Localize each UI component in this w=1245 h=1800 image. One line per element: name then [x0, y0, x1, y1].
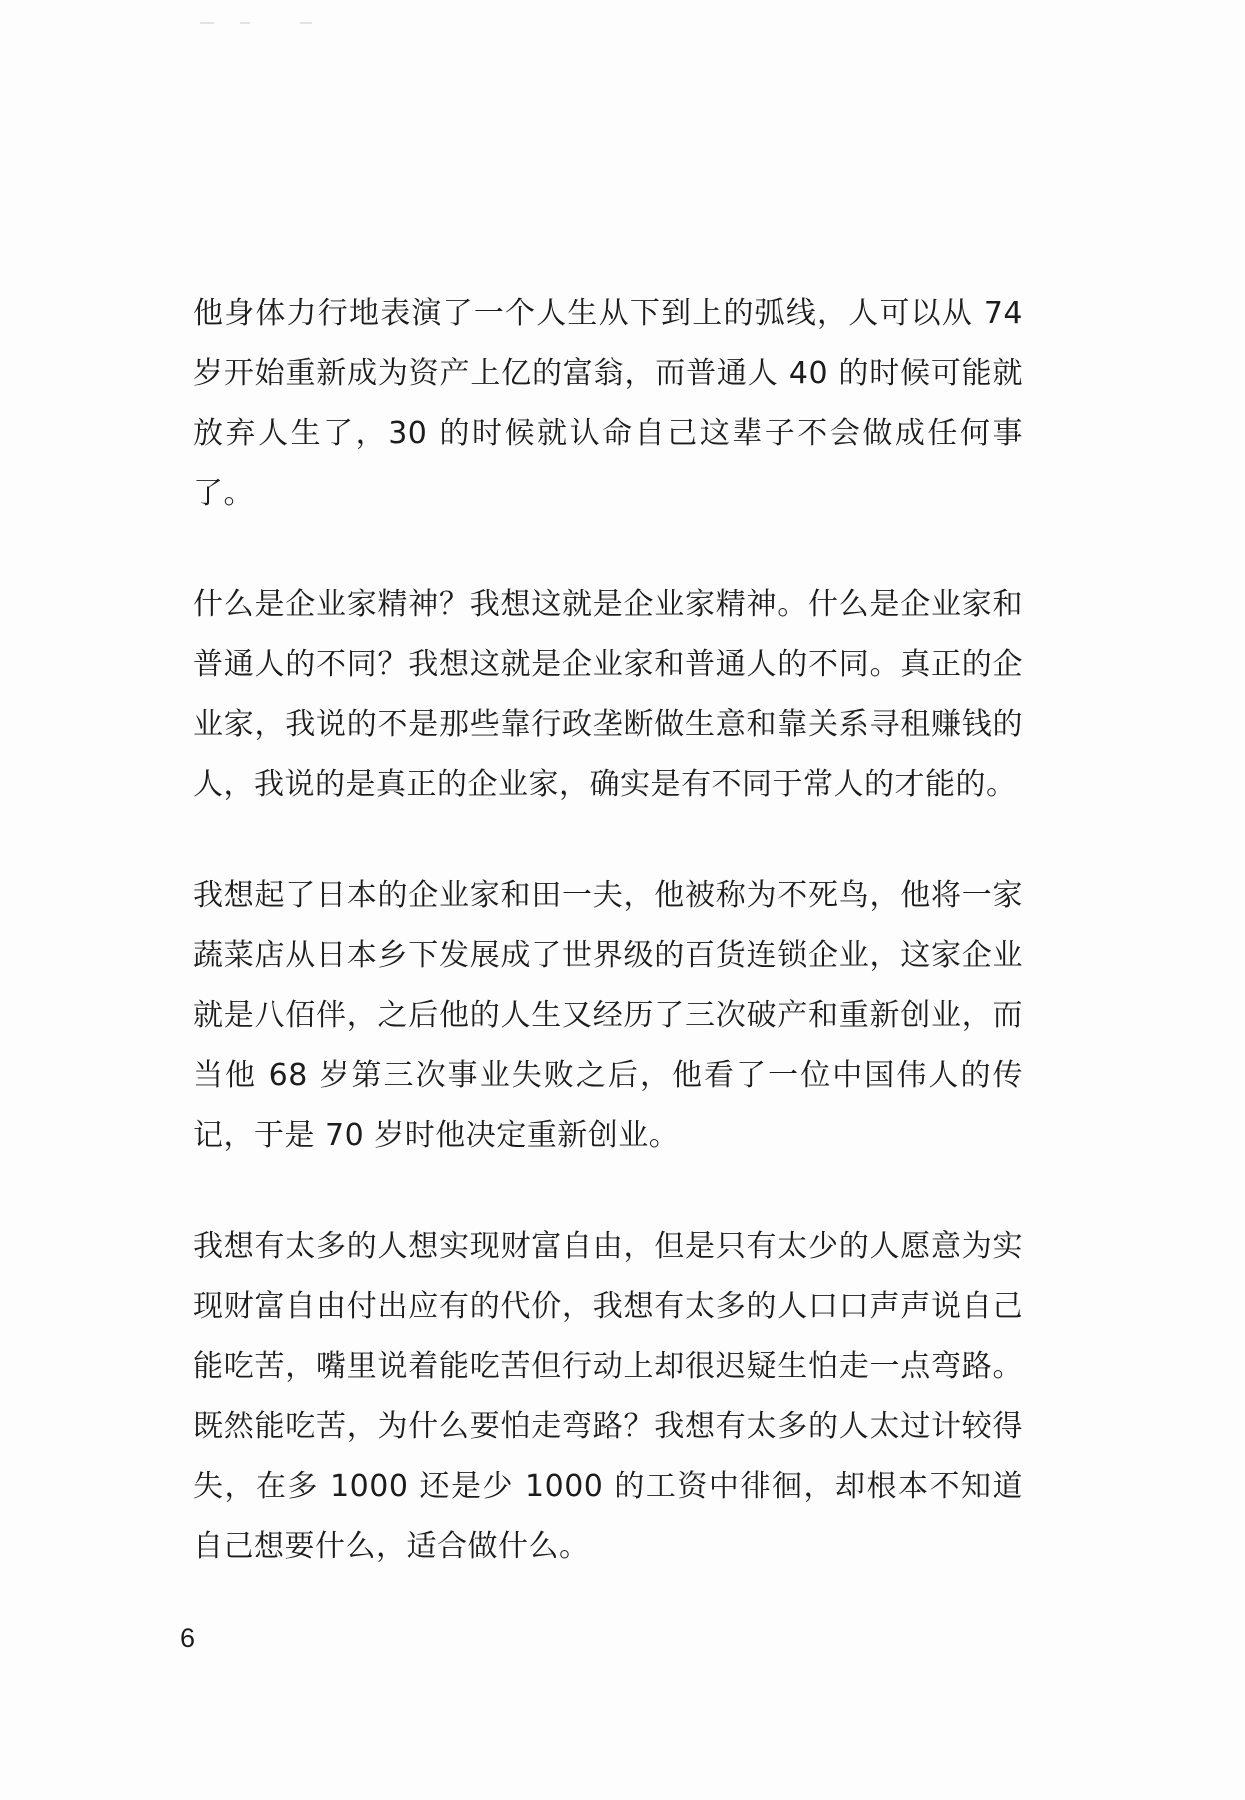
scan-artifact	[300, 22, 312, 24]
page-number: 6	[180, 1623, 196, 1653]
scan-artifact	[200, 22, 214, 24]
body-text	[193, 284, 1023, 1628]
paragraph: 他身体力行地表演了一个人生从下到上的弧线，人可以从 74 岁开始重新成为资产上亿的富翁，而普通人 40 的时候可能就放弃人生了，30 的时候就认命自己这辈子不会做成任何事了。	[193, 296, 1023, 511]
paragraph: 我想有太多的人想实现财富自由，但是只有太少的人愿意为实现财富自由付出应有的代价，我想有太多的人口口声声说自己能吃苦，嘴里说着能吃苦但行动上却很迟疑生怕走一点弯路。既然能吃苦，为什么要怕走弯路？我想有太多的人太过计较得失，在多 1000 还是少 1000 的工资中徘徊，却根本不知道自己想要什么，适合做什么。	[193, 1229, 1023, 1564]
paragraph: 什么是企业家精神？我想这就是企业家精神。什么是企业家和普通人的不同？我想这就是企业家和普通人的不同。真正的企业家，我说的不是那些靠行政垄断做生意和靠关系寻租赚钱的人，我说的是真正的企业家，确实是有不同于常人的才能的。	[193, 587, 1023, 802]
scan-artifact	[240, 22, 250, 24]
paragraph: 我想起了日本的企业家和田一夫，他被称为不死鸟，他将一家蔬菜店从日本乡下发展成了世界级的百货连锁企业，这家企业就是八佰伴，之后他的人生又经历了三次破产和重新创业，而当他 68 岁第三次事业失败之后，他看了一位中国伟人的传记，于是 70 岁时他决定重新创业。	[193, 878, 1023, 1153]
